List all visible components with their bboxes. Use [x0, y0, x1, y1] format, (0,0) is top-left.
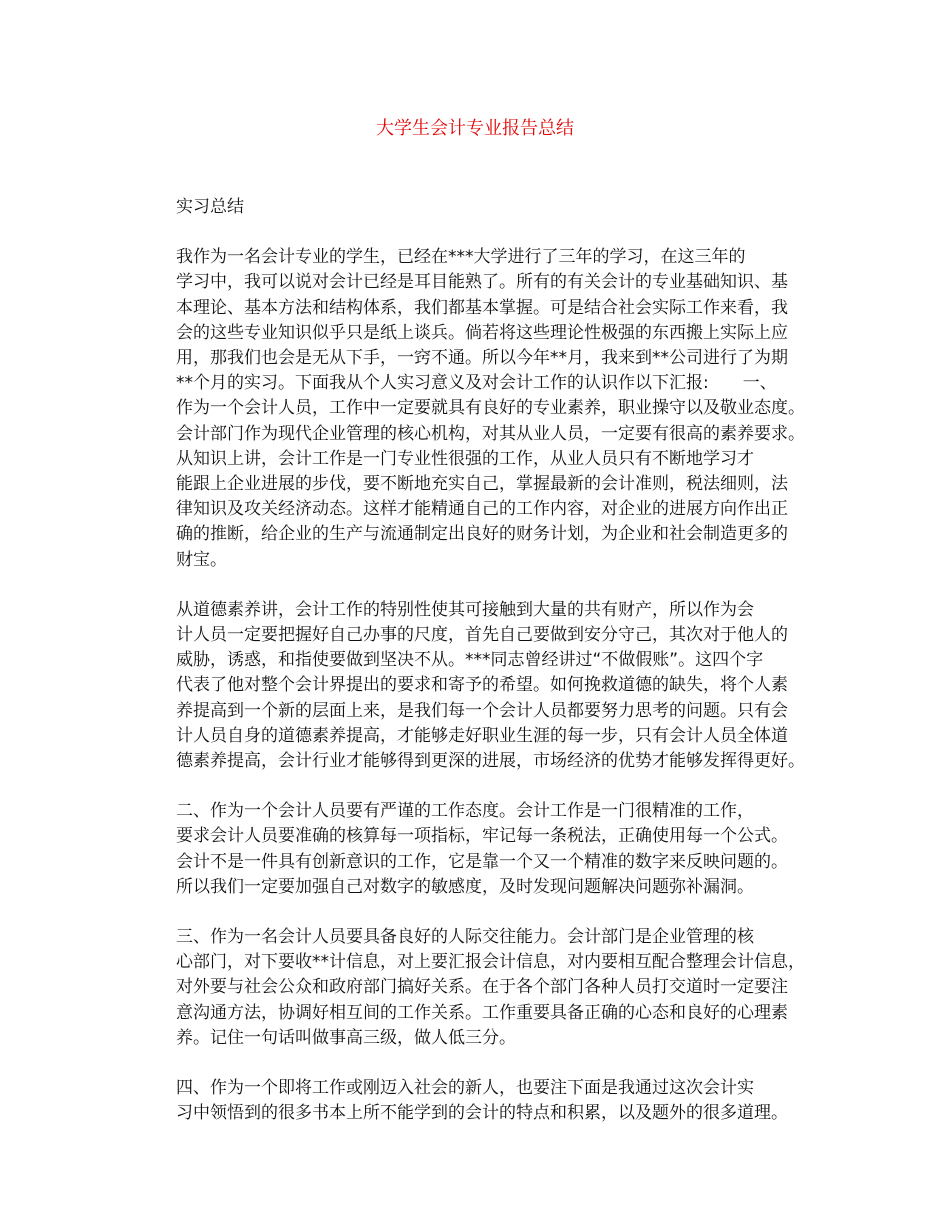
paragraph-3 [140, 598, 820, 774]
paragraph-6 [140, 1076, 820, 1126]
paragraph-line: 会计部门作为现代企业管理的核心机构，对其从业人员，一定要有很高的素养要求。 [176, 423, 805, 444]
document-title: 大学生会计专业报告总结 [376, 118, 574, 139]
paragraph-line: 代表了他对整个会计界提出的要求和寄予的希望。如何挽救道德的缺失，将个人素 [176, 675, 788, 696]
section-heading: 实习总结 [176, 197, 244, 217]
paragraph-line: 德素养提高，会计行业才能够得到更深的进展，市场经济的优势才能够发挥得更好。 [176, 751, 805, 772]
paragraph-line: 计人员自身的道德素养提高，才能够走好职业生涯的每一步，只有会计人员全体道 [176, 725, 788, 746]
paragraph-line: 计人员一定要把握好自己办事的尺度，首先自己要做到安分守己，其次对于他人的 [176, 625, 788, 646]
paragraph-line: 养提高到一个新的层面上来，是我们每一个会计人员都要努力思考的问题。只有会 [176, 700, 788, 721]
paragraph-line: 四、作为一个即将工作或刚迈入社会的新人，也要注下面是我通过这次会计实 [176, 1078, 754, 1099]
paragraph-line: 三、作为一名会计人员要具备良好的人际交往能力。会计部门是企业管理的核 [176, 927, 754, 948]
paragraph-line: 从道德素养讲，会计工作的特别性使其可接触到大量的共有财产，所以作为会 [176, 599, 754, 620]
paragraph-line: 用，那我们也会是无从下手，一窍不通。所以今年**月，我来到**公司进行了为期 [176, 348, 788, 369]
paragraph-line: 作为一个会计人员，工作中一定要就具有良好的专业素养，职业操守以及敬业态度。 [176, 398, 805, 419]
document-body [140, 195, 820, 1127]
paragraph-line: 从知识上讲，会计工作是一门专业性很强的工作，从业人员只有不断地学习才 [176, 448, 754, 469]
paragraph-line: 会的这些专业知识似乎只是纸上谈兵。倘若将这些理论性极强的东西搬上实际上应 [176, 322, 788, 343]
paragraph-line: 养。记住一句话叫做事高三级，做人低三分。 [176, 1027, 516, 1048]
paragraph-line: 财宝。 [176, 549, 227, 570]
paragraph-line: 律知识及攻关经济动态。这样才能精通自己的工作内容，对企业的进展方向作出正 [176, 499, 788, 520]
paragraph-line: 确的推断，给企业的生产与流通制定出良好的财务计划，为企业和社会制造更多的 [176, 524, 788, 545]
paragraph-2 [140, 447, 820, 573]
paragraph-line: 所以我们一定要加强自己对数字的敏感度，及时发现问题解决问题弥补漏洞。 [176, 876, 754, 897]
paragraph-line: 会计不是一件具有创新意识的工作，它是靠一个又一个精准的数字来反映问题的。 [176, 851, 788, 872]
paragraph-5 [140, 925, 820, 1051]
paragraph-line: 本理论、基本方法和结构体系，我们都基本掌握。可是结合社会实际工作来看，我 [176, 297, 788, 318]
paragraph-line: 意沟通方法，协调好相互间的工作关系。工作重要具备正确的心态和良好的心理素 [176, 1002, 788, 1023]
paragraph-1 [140, 245, 820, 447]
paragraph-line: 要求会计人员要准确的核算每一项指标，牢记每一条税法，正确使用每一个公式。 [176, 826, 788, 847]
paragraph-line: 我作为一名会计专业的学生，已经在***大学进行了三年的学习，在这三年的 [176, 247, 746, 268]
paragraph-line: 心部门，对下要收**计信息，对上要汇报会计信息，对内要相互配合整理会计信息， [176, 952, 805, 973]
paragraph-line: 习中领悟到的很多书本上所不能学到的会计的特点和积累，以及题外的很多道理。 [176, 1103, 788, 1124]
paragraph-4 [140, 799, 820, 900]
paragraph-line: 威胁，诱惑，和指使要做到坚决不从。***同志曾经讲过“不做假账”。这四个字 [176, 650, 764, 671]
paragraph-line: 学习中，我可以说对会计已经是耳目能熟了。所有的有关会计的专业基础知识、基 [176, 272, 788, 293]
paragraph-line: 二、作为一个会计人员要有严谨的工作态度。会计工作是一门很精准的工作， [176, 801, 754, 822]
paragraph-line: **个月的实习。下面我从个人实习意义及对会计工作的认识作以下汇报: 一、 [176, 373, 777, 394]
paragraph-line: 能跟上企业进展的步伐，要不断地充实自己，掌握最新的会计准则，税法细则，法 [176, 474, 788, 495]
paragraph-line: 对外要与社会公众和政府部门搞好关系。在于各个部门各种人员打交道时一定要注 [176, 977, 788, 998]
